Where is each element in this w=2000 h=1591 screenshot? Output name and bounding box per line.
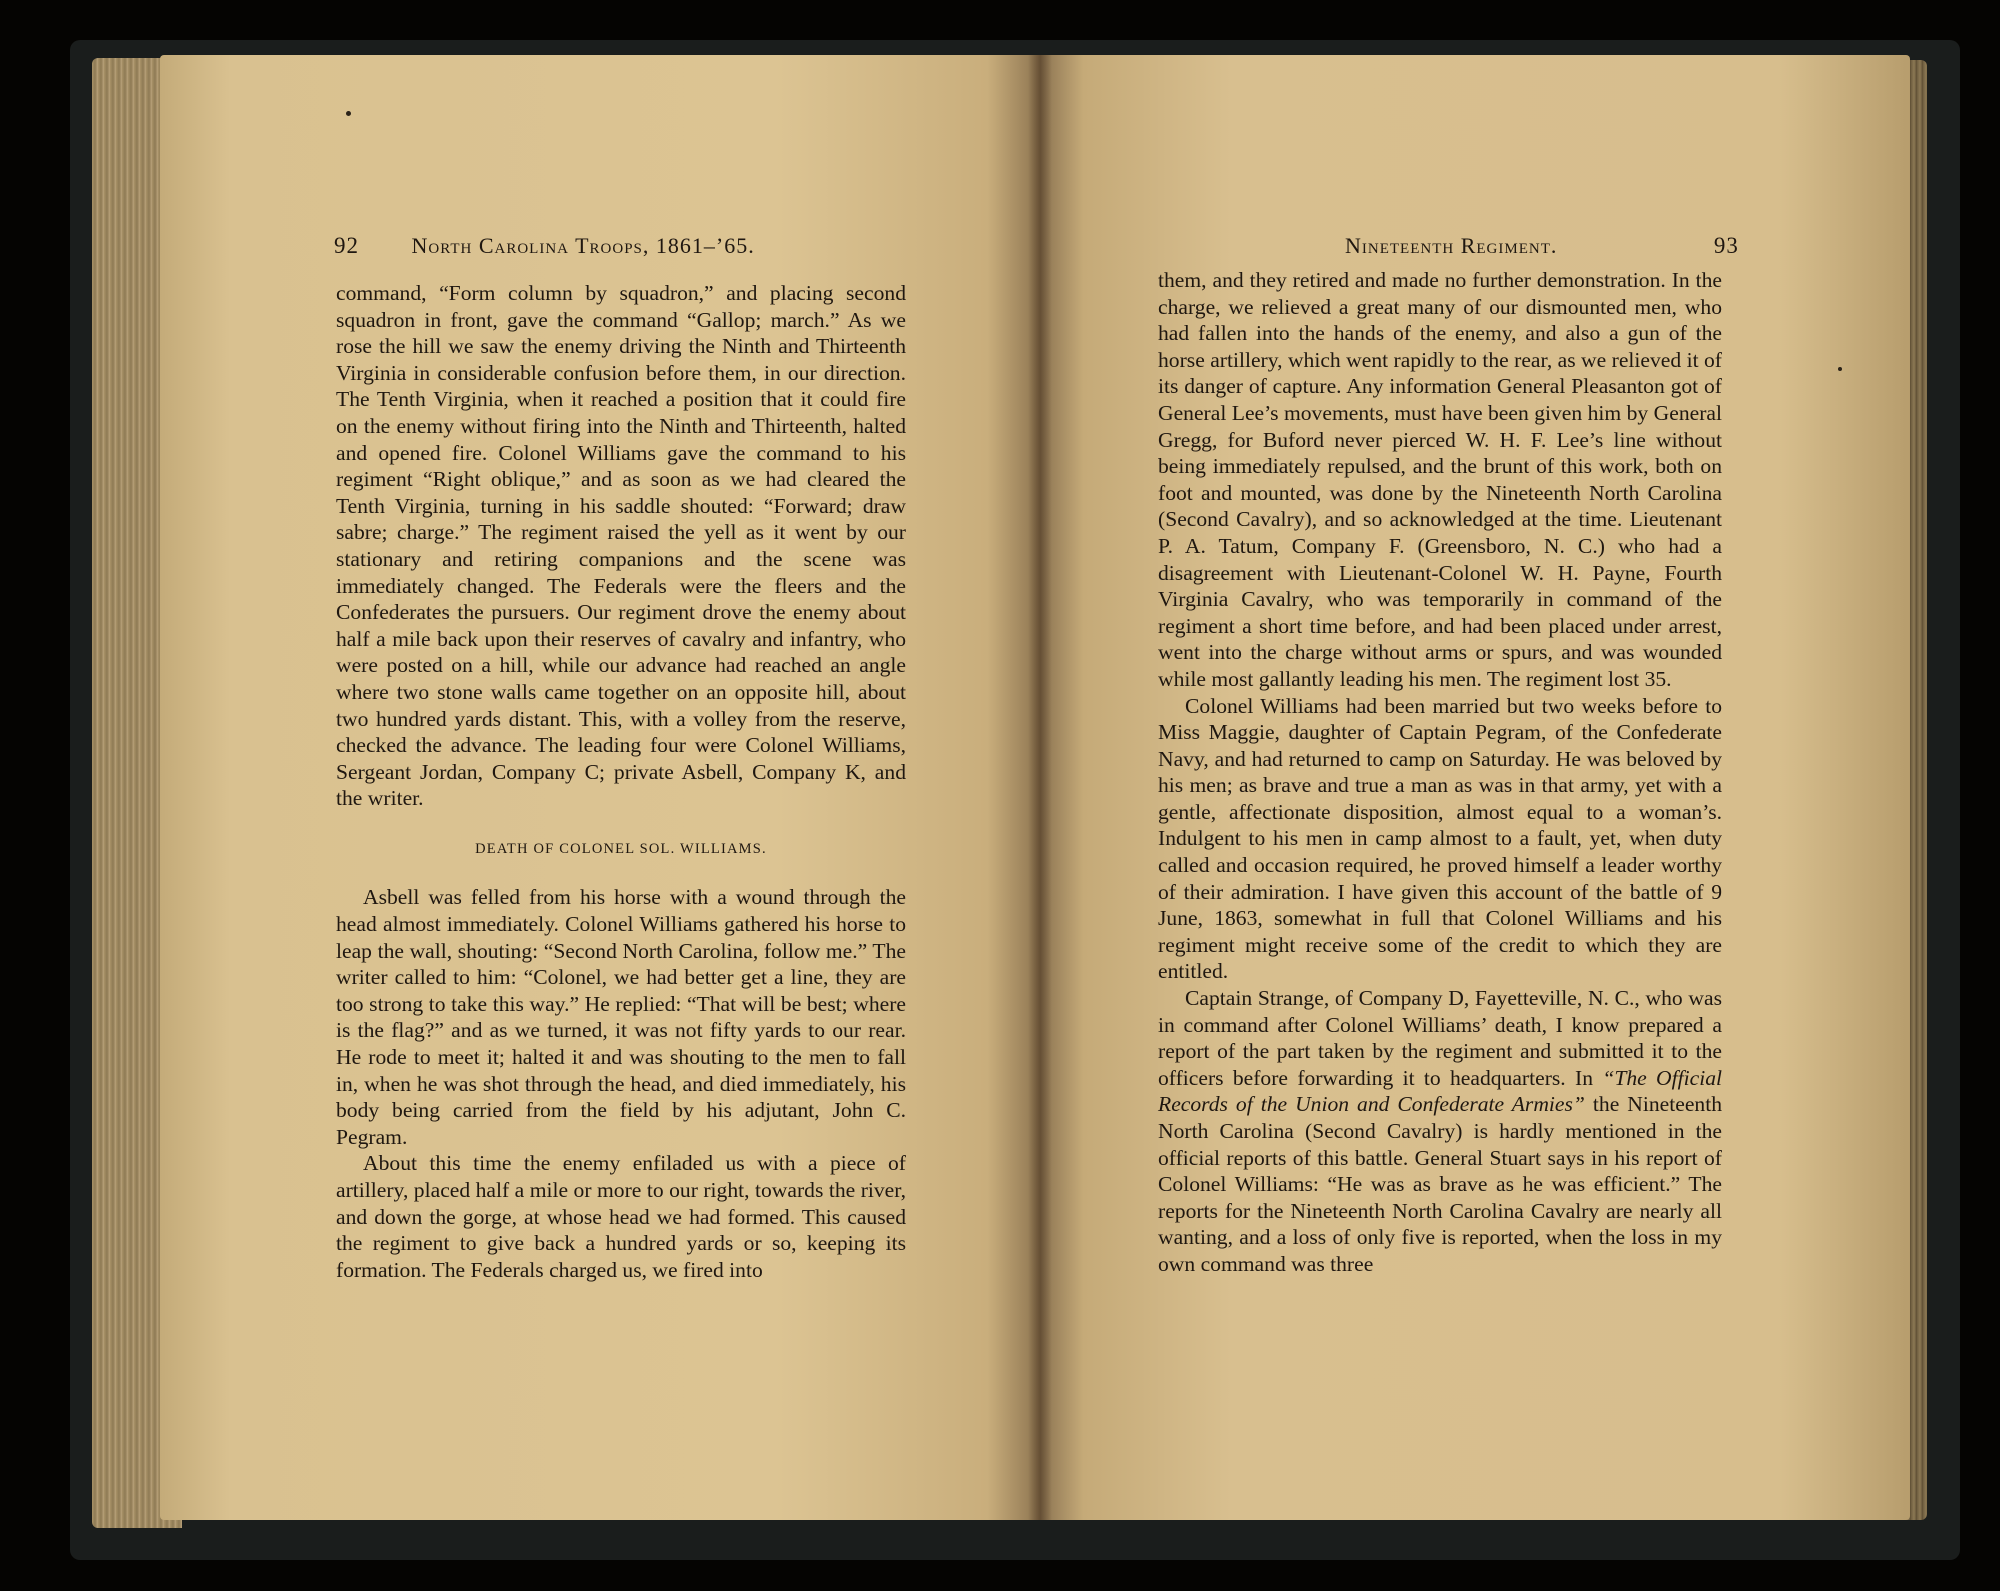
ink-speck	[1838, 367, 1842, 371]
right-page-number: 93	[1713, 233, 1739, 258]
left-running-head	[334, 233, 755, 259]
ink-speck	[346, 111, 351, 116]
book-gutter	[1028, 55, 1052, 1520]
right-running-head	[1345, 233, 1739, 259]
right-paragraph	[1158, 985, 1722, 1278]
right-paragraph: Colonel Williams had been married but two weeks before to Miss Maggie, daughter of Captain Pegram, of the Confederate Navy, and had returned to camp on Saturday. He was beloved by his men; as brave and true a man as was in that army, yet with a gentle, affectionate disposition, almost equal to a woman’s. Indulgent to his men in camp almost to a fault, yet, when duty called and occasion required, he proved himself a leader worthy of their admiration. I have given this account of the battle of 9 June, 1863, somewhat in full that Colonel Williams and his regiment might receive some of the credit to which they are entitled.	[1158, 693, 1722, 984]
left-page-number: 92	[334, 233, 359, 258]
section-heading: DEATH OF COLONEL SOL. WILLIAMS.	[475, 840, 767, 857]
paragraph-text: the Nineteenth North Carolina (Second Cavalry) is hardly mentioned in the official reports of this battle. General Stuart says in his report of Colonel Williams: “He was as brave as he was efficient.” The reports for the Nineteenth North Carolina Cavalry are nearly all wanting, and a loss of only five is reported, when the loss in my own command was three	[1158, 1092, 1722, 1276]
left-page-body	[336, 280, 906, 1283]
right-running-title: Nineteenth Regiment.	[1345, 233, 1558, 258]
left-paragraph: Asbell was felled from his horse with a wound through the head almost immediately. Colonel Williams gathered his horse to leap the wall, shouting: “Second North Carolina, follow me.” The writer called to him: “Colonel, we had better get a line, they are too strong to take this way.” He replied: “That will be best; where is the flag?” and as we turned, it was not fifty yards to our rear. He rode to meet it; halted it and was shouting to the men to fall in, when he was shot through the head, and died immediately, his body being carried from the field by his adjutant, John C. Pegram.	[336, 885, 906, 1149]
right-page-body	[1158, 267, 1722, 1278]
left-paragraph: About this time the enemy enfiladed us with a piece of artillery, placed half a mile or more to our right, towards the river, and down the gorge, at whose head we had formed. This caused the regiment to give back a hundred yards or so, keeping its formation. The Federals charged us, we fired into	[336, 1151, 906, 1282]
left-page	[160, 55, 1040, 1520]
right-paragraph: them, and they retired and made no further demonstration. In the charge, we relieved a great many of our dismounted men, who had fallen into the hands of the enemy, and also a gun of the horse artillery, which went rapidly to the rear, as we relieved it of its danger of capture. Any information General Pleasanton got of General Lee’s movements, must have been given him by General Gregg, for Buford never pierced W. H. F. Lee’s line without being immediately repulsed, and the brunt of this work, both on foot and mounted, was done by the Nineteenth North Carolina (Second Cavalry), and so acknowledged at the time. Lieutenant P. A. Tatum, Company F. (Greensboro, N. C.) who had a disagreement with Lieutenant-Colonel W. H. Payne, Fourth Virginia Cavalry, who was temporarily in command of the regiment a short time before, and had been placed under arrest, went into the charge without arms or spurs, and was wounded while most gallantly leading his men. The regiment lost 35.	[1158, 268, 1722, 691]
paragraph-text: Captain Strange, of Company D, Fayetteville, N. C., who was in command after Colonel Williams’ death, I know prepared a report of the part taken by the regiment and submitted it to the officers before forwarding it to headquarters. In	[1158, 986, 1722, 1090]
left-paragraph: command, “Form column by squadron,” and placing second squadron in front, gave the command “Gallop; march.” As we rose the hill we saw the enemy driving the Ninth and Thirteenth Virginia in considerable confusion before them, in our direction. The Tenth Virginia, when it reached a position that it could fire on the enemy without firing into the Ninth and Thirteenth, halted and opened fire. Colonel Williams gave the command to his regiment “Right oblique,” and as soon as we had cleared the Tenth Virginia, turning in his saddle shouted: “Forward; draw sabre; charge.” The regiment raised the yell as it went by our stationary and retiring companions and the scene was immediately changed. The Federals were the fleers and the Confederates the pursuers. Our regiment drove the enemy about half a mile back upon their reserves of cavalry and infantry, who were posted on a hill, while our advance had reached an angle where two stone walls came together on an opposite hill, about two hundred yards distant. This, with a volley from the reserve, checked the advance. The leading four were Colonel Williams, Sergeant Jordan, Company C; private Asbell, Company K, and the writer.	[336, 281, 906, 811]
italic-title: “The Official Records of the Union and Confederate Armies”	[1158, 1065, 1722, 1117]
right-page	[1040, 55, 1910, 1520]
left-running-title: North Carolina Troops, 1861–’65.	[411, 233, 755, 258]
